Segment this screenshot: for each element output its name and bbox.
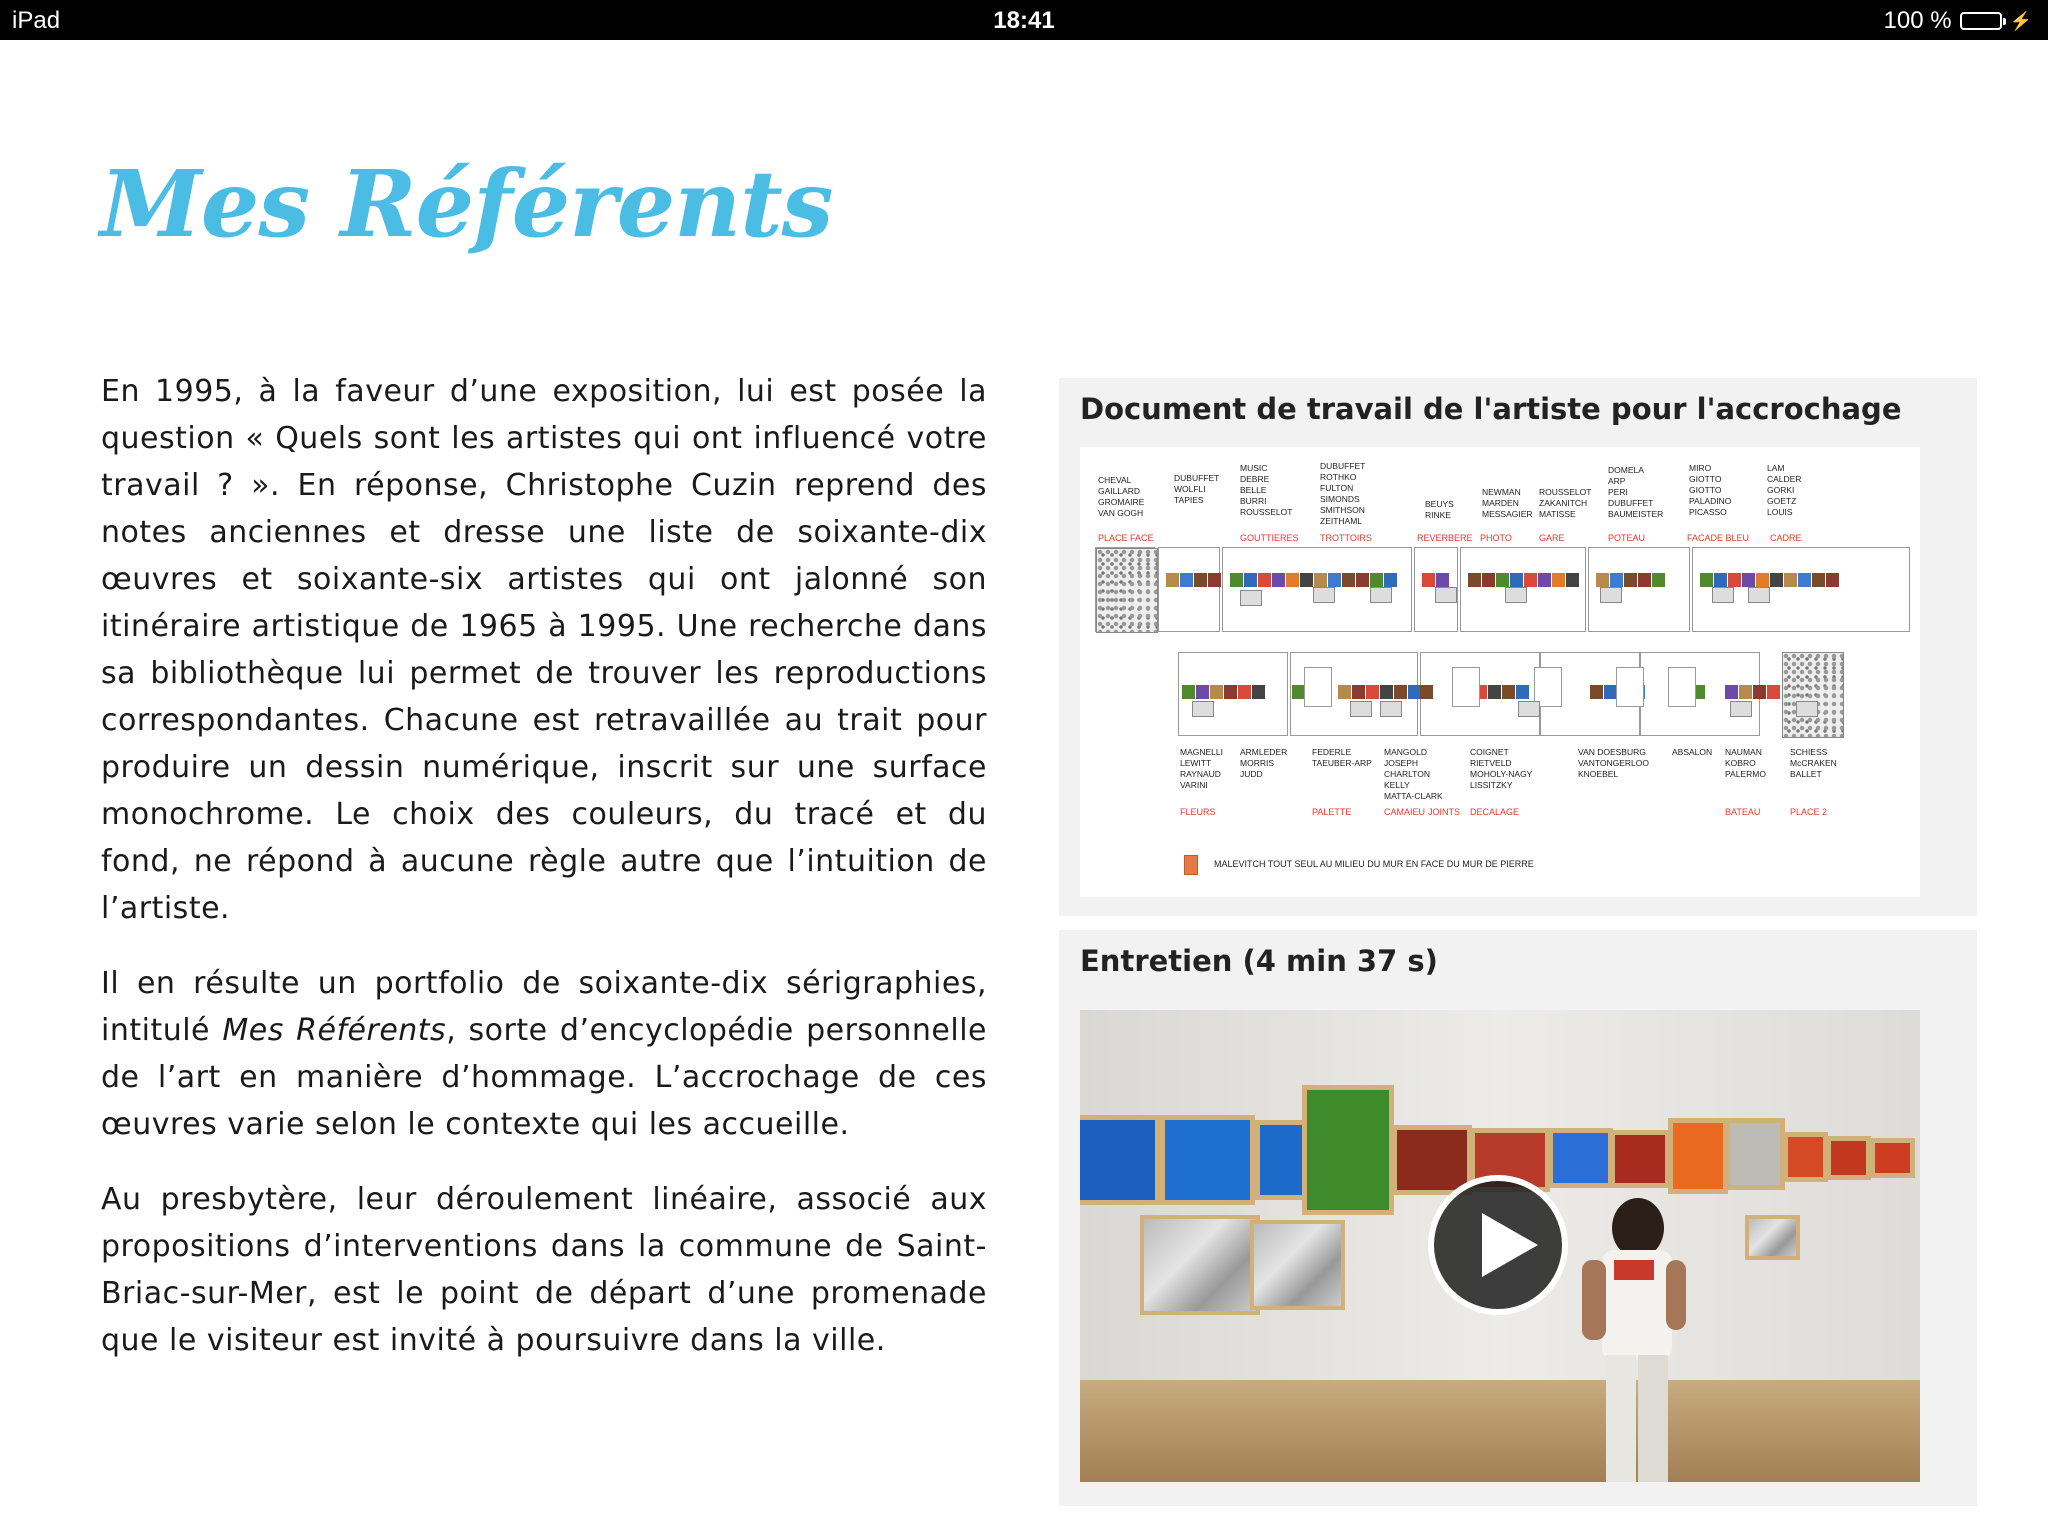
category-label: GARE	[1539, 533, 1565, 543]
artwork-block	[1210, 685, 1223, 699]
artwork-block	[1286, 573, 1299, 587]
artwork-block	[1552, 573, 1565, 587]
category-label: POTEAU	[1608, 533, 1646, 543]
artwork-block	[1208, 573, 1221, 587]
artwork-block	[1826, 573, 1839, 587]
artwork-block	[1610, 573, 1623, 587]
artist-name-list: VAN DOESBURG VANTONGERLOO KNOEBEL	[1578, 747, 1650, 779]
category-label: CADRE	[1770, 533, 1802, 543]
artwork-block	[1488, 685, 1501, 699]
video-floor	[1080, 1380, 1920, 1482]
artwork-block	[1638, 573, 1651, 587]
artwork-block	[1370, 573, 1383, 587]
mini-photo	[1435, 587, 1457, 603]
mini-photo	[1796, 701, 1818, 717]
artwork-block	[1590, 685, 1603, 699]
video-artwork	[1548, 1128, 1613, 1188]
video-card-title: Entretien (4 min 37 s)	[1080, 944, 1438, 978]
artwork-block	[1436, 573, 1449, 587]
artwork-block	[1394, 685, 1407, 699]
category-label: DECALAGE	[1470, 807, 1520, 817]
artwork-block	[1767, 685, 1780, 699]
category-label: PLACE FACE	[1098, 533, 1154, 543]
status-bar	[0, 0, 2048, 40]
video-artwork	[1783, 1132, 1828, 1182]
artwork-block	[1258, 573, 1271, 587]
artwork-block	[1784, 573, 1797, 587]
artwork-block	[1812, 573, 1825, 587]
artist-name-list: LAM CALDER GORKI GOETZ LOUIS	[1767, 463, 1802, 517]
mini-photo	[1192, 701, 1214, 717]
mini-photo	[1240, 590, 1262, 606]
mini-photo	[1505, 587, 1527, 603]
mini-photo	[1748, 587, 1770, 603]
artist-name-list: DUBUFFET WOLFLI TAPIES	[1174, 473, 1220, 505]
category-label: BATEAU	[1725, 807, 1761, 817]
clock: 18:41	[993, 7, 1055, 34]
video-artwork	[1610, 1130, 1670, 1188]
artist-name-list: COIGNET RIETVELD MOHOLY-NAGY LISSITZKY	[1470, 747, 1533, 790]
artwork-block	[1652, 573, 1665, 587]
device-label: iPad	[12, 7, 61, 34]
artwork-block	[1194, 573, 1207, 587]
artwork-block	[1422, 573, 1435, 587]
empty-frame	[1668, 667, 1696, 707]
artwork-block	[1366, 685, 1379, 699]
artwork-block	[1538, 573, 1551, 587]
mini-photo	[1380, 701, 1402, 717]
artwork-block	[1352, 685, 1365, 699]
artwork-block	[1482, 573, 1495, 587]
artwork-block	[1342, 573, 1355, 587]
artwork-block	[1496, 573, 1509, 587]
artist-name-list: NEWMAN MARDEN MESSAGIER	[1482, 487, 1533, 519]
artist-name-list: CHEVAL GAILLARD GROMAIRE VAN GOGH	[1098, 475, 1145, 518]
artwork-block	[1230, 573, 1243, 587]
artist-name-list: MIRO GIOTTO GIOTTO PALADINO PICASSO	[1689, 463, 1732, 517]
artwork-block	[1624, 573, 1637, 587]
artist-name-list: MUSIC DEBRE BELLE BURRI ROUSSELOT	[1240, 463, 1293, 517]
artwork-block	[1356, 573, 1369, 587]
artwork-block	[1798, 573, 1811, 587]
paragraph-1: En 1995, à la faveur d’une exposition, lui est posée la question « Quels sont les artistes qui ont influencé votre travail ? ». En réponse, Christophe Cuzin reprend des notes anciennes et dresse une liste de soixante-dix œuvres et soixante-six artistes qui ont jalonné son itinéraire artistique de 1965 à 1995. Une recherche dans sa bibliothèque lui permet de trouver les reproductions correspondantes. Chacune est retravaillée au trait pour produire un dessin numérique, inscrit sur une surface monochrome. Le choix des couleurs, du tracé et du fond, ne répond à aucune règle autre que l’intuition de l’artiste.	[101, 374, 987, 926]
empty-frame	[1452, 667, 1480, 707]
plan-frame	[1158, 547, 1220, 632]
video-artwork	[1392, 1125, 1472, 1195]
video-photo-frame	[1140, 1215, 1260, 1315]
artist-name-list: DOMELA ARP PERI DUBUFFET BAUMEISTER	[1608, 465, 1664, 519]
paragraph-3: Au presbytère, leur déroulement linéaire, associé aux propositions d’interventions dans la commune de Saint-Briac-sur-Mer, est le point de départ d’une promenade que le visiteur est invité à poursuivre dans la ville.	[101, 1182, 987, 1358]
artwork-block	[1224, 685, 1237, 699]
artwork-block	[1728, 573, 1741, 587]
mini-photo	[1730, 701, 1752, 717]
empty-frame	[1616, 667, 1644, 707]
mini-photo	[1313, 587, 1335, 603]
artwork-block	[1380, 685, 1393, 699]
artwork-block	[1516, 685, 1529, 699]
mini-photo	[1518, 701, 1540, 717]
play-button[interactable]	[1428, 1175, 1568, 1315]
video-artwork	[1826, 1136, 1871, 1180]
empty-frame	[1304, 667, 1332, 707]
category-label: PHOTO	[1480, 533, 1512, 543]
video-artwork	[1668, 1118, 1728, 1194]
artwork-block	[1742, 573, 1755, 587]
artwork-block	[1566, 573, 1579, 587]
artwork-block	[1596, 573, 1609, 587]
category-label: PALETTE	[1312, 807, 1352, 817]
category-label: JOINTS	[1428, 807, 1461, 817]
artwork-block	[1739, 685, 1752, 699]
artwork-block	[1244, 573, 1257, 587]
artwork-block	[1770, 573, 1783, 587]
interview-video-player[interactable]	[1080, 1010, 1920, 1482]
artwork-block	[1714, 573, 1727, 587]
video-person	[1580, 1190, 1690, 1482]
artist-name-list: SCHIESS McCRAKEN BALLET	[1790, 747, 1837, 779]
legend-swatch	[1184, 855, 1198, 875]
artwork-block	[1272, 573, 1285, 587]
category-label: PLACE 2	[1790, 807, 1828, 817]
category-label: REVERBERE	[1417, 533, 1473, 543]
artwork-block	[1753, 685, 1766, 699]
hanging-plan-image[interactable]	[1080, 447, 1920, 897]
video-artwork	[1080, 1115, 1160, 1205]
artwork-block	[1300, 573, 1313, 587]
portfolio-title: Mes Référents	[222, 1013, 447, 1048]
artwork-block	[1756, 573, 1769, 587]
artist-name-list: ABSALON	[1672, 747, 1713, 757]
artwork-block	[1166, 573, 1179, 587]
video-photo-frame	[1250, 1220, 1345, 1310]
artwork-block	[1384, 573, 1397, 587]
category-label: TROTTOIRS	[1320, 533, 1372, 543]
video-photo-frame	[1745, 1215, 1800, 1260]
artwork-block	[1314, 573, 1327, 587]
category-label: GOUTTIERES	[1240, 533, 1299, 543]
artist-name-list: FEDERLE TAEUBER-ARP	[1312, 747, 1372, 768]
mini-photo	[1712, 587, 1734, 603]
artwork-block	[1328, 573, 1341, 587]
category-label: FLEURS	[1180, 807, 1216, 817]
video-artwork	[1160, 1115, 1255, 1205]
stone-wall-block	[1096, 548, 1158, 633]
artwork-block	[1196, 685, 1209, 699]
artwork-block	[1182, 685, 1195, 699]
article-body	[101, 368, 987, 1392]
artwork-block	[1502, 685, 1515, 699]
artist-name-list: ARMLEDER MORRIS JUDD	[1240, 747, 1288, 779]
artwork-block	[1468, 573, 1481, 587]
artwork-block	[1700, 573, 1713, 587]
category-label: CAMAIEU	[1384, 807, 1426, 817]
charging-icon: ⚡	[2009, 10, 2032, 31]
battery-status	[1884, 7, 2032, 35]
battery-percent: 100 %	[1883, 7, 1952, 34]
artwork-block	[1238, 685, 1251, 699]
stone-wall-block	[1782, 652, 1844, 738]
artwork-block	[1725, 685, 1738, 699]
artist-name-list: NAUMAN KOBRO PALERMO	[1725, 747, 1766, 779]
mini-photo	[1600, 587, 1622, 603]
category-label: FACADE BLEU	[1687, 533, 1750, 543]
artwork-block	[1180, 573, 1193, 587]
artwork-block	[1338, 685, 1351, 699]
artist-name-list: MAGNELLI LEWITT RAYNAUD VARINI	[1180, 747, 1223, 790]
artwork-block	[1510, 573, 1523, 587]
video-artwork	[1870, 1138, 1915, 1178]
artist-name-list: ROUSSELOT ZAKANITCH MATISSE	[1539, 487, 1592, 519]
artist-name-list: MANGOLD JOSEPH CHARLTON KELLY MATTA-CLARK	[1384, 747, 1443, 801]
mini-photo	[1370, 587, 1392, 603]
artwork-block	[1252, 685, 1265, 699]
battery-icon	[1960, 12, 2002, 30]
page-title: Mes Référents	[100, 150, 833, 258]
video-artwork	[1725, 1118, 1785, 1190]
legend-text: MALEVITCH TOUT SEUL AU MILIEU DU MUR EN FACE DU MUR DE PIERRE	[1214, 859, 1534, 869]
mini-photo	[1350, 701, 1372, 717]
artwork-block	[1420, 685, 1433, 699]
artwork-block	[1524, 573, 1537, 587]
paragraph-2: Il en résulte un portfolio de soixante-dix sérigraphies, intitulé Mes Référents, sorte d’encyclopédie personnelle de l’art en manière d’hommage. L’accrochage de ces œuvres varie selon le contexte qui les accueille.	[101, 966, 987, 1142]
video-artwork	[1302, 1085, 1394, 1215]
document-card-title: Document de travail de l'artiste pour l'accrochage	[1080, 392, 1902, 426]
artist-name-list: DUBUFFET ROTHKO FULTON SIMONDS SMITHSON ZEITHAML	[1320, 461, 1366, 526]
artist-name-list: BEUYS RINKE	[1425, 499, 1454, 520]
